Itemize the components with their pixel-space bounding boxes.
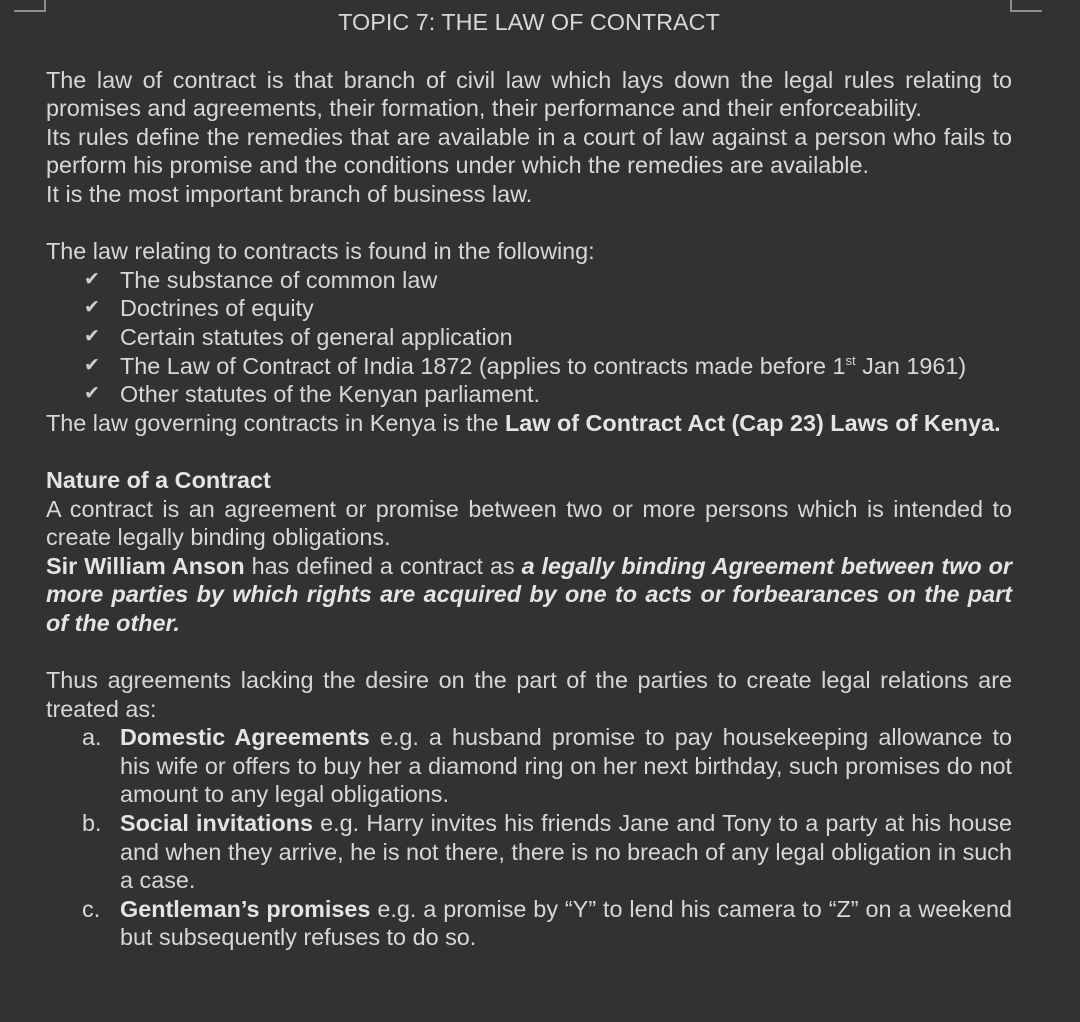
spacer bbox=[46, 209, 1012, 238]
governing-law-act: Law of Contract Act (Cap 23) Laws of Kenya. bbox=[504, 409, 1001, 436]
check-icon: ✔ bbox=[84, 354, 100, 376]
list-item-text: Other statutes of the Kenyan parliament. bbox=[120, 381, 540, 408]
intro-paragraph-2: Its rules define the remedies that are available in a court of law against a person who fails to perform his promise and the conditions under which the remedies are available. bbox=[46, 123, 1012, 179]
list-item-term: Social invitations bbox=[120, 810, 314, 837]
anson-definition: a legally binding Agreement between two or more parties by which rights are acquired by one to acts or forbearances on the part of the other. bbox=[46, 552, 1012, 636]
anson-name: Sir William Anson bbox=[46, 552, 245, 579]
intro-paragraph-1: The law of contract is that branch of civil law which lays down the legal rules relating to promises and agreements, their formation, their performance and their enforceability. bbox=[46, 66, 1012, 122]
list-marker: b. bbox=[82, 810, 102, 837]
document-body bbox=[46, 8, 1012, 952]
list-item-text: e.g. Harry invites his friends Jane and Tony to a party at his house and when they arrive, he is not there, there is no breach of any legal obligation in such a case. bbox=[120, 810, 1012, 894]
list-item-text: The Law of Contract of India 1872 (applies to contracts made before 1 bbox=[120, 352, 846, 379]
crop-mark-left bbox=[14, 0, 46, 12]
sources-list bbox=[46, 266, 1012, 409]
anson-mid-text: has defined a contract as bbox=[244, 552, 522, 579]
list-item-term: Gentleman’s promises bbox=[120, 895, 371, 922]
list-item-text: e.g. a promise by “Y” to lend his camera to “Z” on a weekend but subsequently refuses to do so. bbox=[120, 895, 1012, 951]
check-icon: ✔ bbox=[84, 268, 100, 290]
list-item-text: The substance of common law bbox=[120, 266, 438, 293]
list-marker: c. bbox=[82, 895, 101, 922]
sources-lead: The law relating to contracts is found in the following: bbox=[46, 238, 595, 265]
list-item bbox=[84, 323, 1012, 352]
list-item-text: Certain statutes of general application bbox=[120, 323, 513, 350]
list-item bbox=[82, 895, 1012, 952]
list-item-text-tail: Jan 1961) bbox=[855, 352, 967, 379]
page-title: TOPIC 7: THE LAW OF CONTRACT bbox=[338, 9, 720, 35]
treated-lead: Thus agreements lacking the desire on the part of the parties to create legal relations are treated as: bbox=[46, 667, 1012, 722]
check-icon: ✔ bbox=[84, 325, 100, 347]
list-item-text: Doctrines of equity bbox=[120, 295, 314, 322]
superscript-st: st bbox=[845, 352, 856, 368]
list-marker: a. bbox=[82, 724, 102, 751]
list-item bbox=[84, 294, 1012, 323]
list-item bbox=[84, 266, 1012, 295]
list-item bbox=[84, 352, 1012, 381]
section-heading-text: Nature of a Contract bbox=[46, 466, 271, 493]
list-item bbox=[82, 809, 1012, 895]
list-item bbox=[84, 380, 1012, 409]
section-heading-nature bbox=[46, 466, 1012, 495]
list-item bbox=[82, 723, 1012, 809]
nature-paragraph-1: A contract is an agreement or promise between two or more persons which is intended to create legally binding obligations. bbox=[46, 495, 1012, 551]
crop-mark-right bbox=[1010, 0, 1042, 12]
intro-paragraph-3: It is the most important branch of business law. bbox=[46, 180, 533, 207]
spacer bbox=[46, 437, 1012, 466]
check-icon: ✔ bbox=[84, 297, 100, 319]
list-item-term: Domestic Agreements bbox=[120, 724, 370, 751]
agreement-types-list bbox=[46, 723, 1012, 952]
anson-definition-paragraph bbox=[46, 552, 1012, 638]
governing-law-text: The law governing contracts in Kenya is the bbox=[46, 409, 505, 436]
list-item-text: e.g. a husband promise to pay housekeeping allowance to his wife or offers to buy her a diamond ring on her next birthday, such promises do not amount to any legal obligations. bbox=[120, 724, 1012, 808]
check-icon: ✔ bbox=[84, 383, 100, 405]
spacer bbox=[46, 637, 1012, 666]
governing-law-paragraph bbox=[46, 409, 1012, 438]
